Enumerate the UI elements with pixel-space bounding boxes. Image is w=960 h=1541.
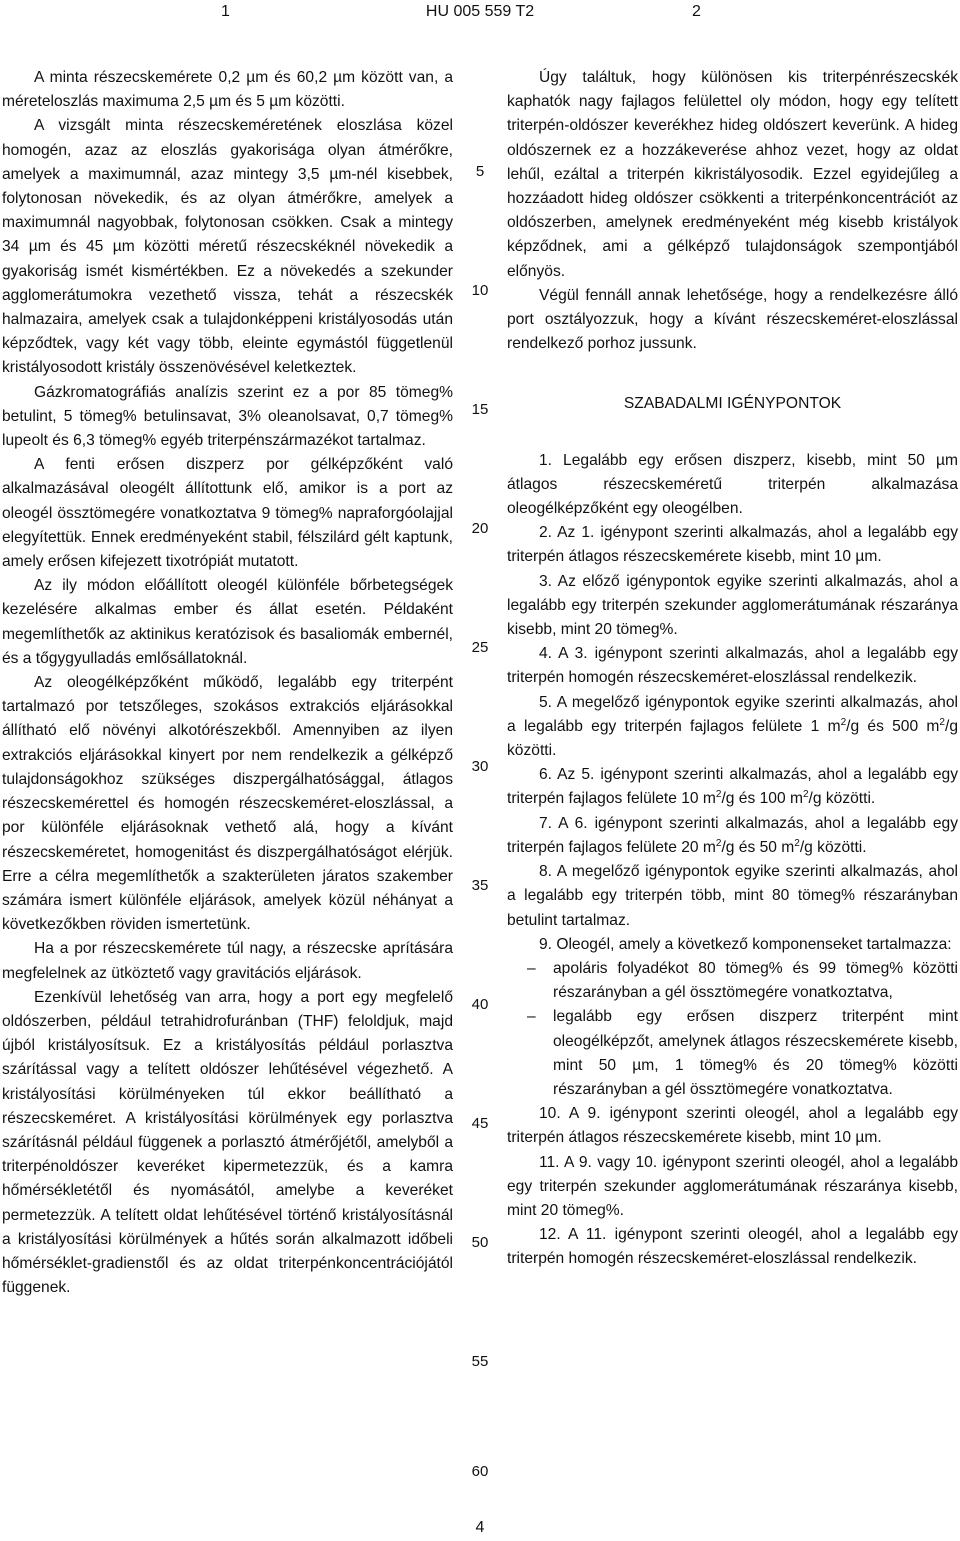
line-number-gutter <box>456 0 504 1541</box>
claim-11: 11. A 9. vagy 10. igénypont szerinti oleogél, ahol a legalább egy triterpén szekunder agglomerátumának részaránya kisebb, mint 20 tömeg%. <box>507 1153 958 1219</box>
superscript: 2 <box>715 837 722 849</box>
line-number: 45 <box>471 1115 489 1132</box>
line-number: 5 <box>475 163 485 180</box>
paragraph: Ezenkívül lehetőség van arra, hogy a port egy megfelelő oldószerben, például tetrahidrofuránban (THF) feloldjuk, majd újból kristályosítsuk. Ez a kristályosítás például porlasztva szárítással vagy a telített oldószer lehűtésével végezhető. A kristályosítási körülményeken túl ekkor beállítható a részecskeméret. A kristályosítási körülmények egy porlasztva szárításnál például függenek a porlasztó átmérőjétől, amelyből a triterpénoldószer keveréket kipermetezzük, és a kamra hőmérsékletétől és nyomásától, amelybe a keveréket permetezzük. A telített oldat lehűtésével történő kristályosításnál a kristályosítási körülmények a hűtés során alkalmazott időbeli hőmérséklet-gradienstől és az oldat triterpénkoncentrációjától függenek. <box>2 988 453 1297</box>
paragraph: Gázkromatográfiás analízis szerint ez a por 85 tömeg% betulint, 5 tömeg% betulinsavat, 3% oleanolsavat, 0,7 tömeg% lupeolt és 6,3 tömeg% egyéb triterpénszármazékot tartalmaz. <box>2 383 453 450</box>
header-page-left: 1 <box>221 3 230 20</box>
left-column <box>2 66 453 1300</box>
claim-1: 1. Legalább egy erősen diszperz, kisebb, mint 50 µm átlagos részecskeméretű triterpén alkalmazása oleogélképzőként egy oleogélben. <box>507 451 958 518</box>
line-number: 60 <box>471 1463 489 1480</box>
superscript: 2 <box>715 789 722 801</box>
claim-text: /g és 50 m <box>721 838 795 856</box>
paragraph: Végül fennáll annak lehetősége, hogy a rendelkezésre álló port osztályozzuk, hogy a kívánt részecskeméret-eloszlással rendelkező porhoz jussunk. <box>507 286 958 353</box>
claim-text: /g közötti. <box>507 717 958 760</box>
line-number: 40 <box>471 996 489 1013</box>
paragraph: A minta részecskemérete 0,2 µm és 60,2 µm között van, a méreteloszlás maximuma 2,5 µm és 5 µm közötti. <box>2 69 453 111</box>
header-page-right: 2 <box>692 3 701 20</box>
line-number: 35 <box>471 877 489 894</box>
paragraph: A vizsgált minta részecskeméretének eloszlása közel homogén, azaz az eloszlás gyakorisága olyan átmérőkre, amelyek a maximumnál, azaz mintegy 3,5 µm-nél kisebbek, folytonosan növekedik, és az olyan átmérőkre, amelyek a maximumnál nagyobbak, folytonosan csökken. Csak a mintegy 34 µm és 45 µm közötti méretű részecskéknél növekedik a gyakoriság ismét kismértékben. Ez a növekedés a szekunder agglomerátumokra vezethető vissza, tehát a részecskék halmazaira, amelyek csak a tulajdonképpeni kristályosodás után képződtek, vagy két vagy több, eleinte egymástól függetlenül kristályosodott kristály összenövésével keletkeztek. <box>2 117 453 377</box>
list-item: – apoláris folyadékot 80 tömeg% és 99 tömeg% közötti részarányban a gél össztömegére vonatkoztatva, <box>507 957 958 1005</box>
claim-2: 2. Az 1. igénypont szerinti alkalmazás, ahol a legalább egy triterpén átlagos részecskemérete kisebb, mint 10 µm. <box>507 524 958 566</box>
claims-heading: SZABADALMI IGÉNYPONTOK <box>623 395 842 413</box>
claim-text: /g közötti. <box>799 838 867 856</box>
superscript: 2 <box>939 716 945 728</box>
claim-5 <box>507 691 958 764</box>
paragraph: Ha a por részecskemérete túl nagy, a részecske aprítására megfelelnek az ütköztető vagy gravitációs eljárások. <box>2 940 453 982</box>
superscript: 2 <box>840 716 847 728</box>
paragraph: Az ily módon előállított oleogél különféle bőrbetegségek kezelésére alkalmas ember és állat esetén. Példaként megemlíthetők az aktinikus keratózisok és basaliomák embernél, és a tőgygyulladás emlősállatoknál. <box>2 577 453 667</box>
superscript: 2 <box>802 789 809 801</box>
line-number: 50 <box>471 1234 489 1251</box>
line-number: 10 <box>471 282 489 299</box>
claim-3: 3. Az előző igénypontok egyike szerinti alkalmazás, ahol a legalább egy triterpén szekunder agglomerátumának részaránya kisebb, mint 20 tömeg%. <box>507 572 958 639</box>
claim-text: /g közötti. <box>808 790 876 808</box>
line-number: 30 <box>471 758 489 775</box>
superscript: 2 <box>794 837 800 849</box>
claim-7 <box>507 812 958 860</box>
claim-text: 5. A megelőző igénypontok egyike szerinti alkalmazás, ahol a legalább egy triterpén fajlagos felülete 1 m <box>507 693 958 735</box>
claim-text: 6. Az 5. igénypont szerinti alkalmazás, ahol a legalább egy triterpén fajlagos felülete 10 m <box>507 766 958 808</box>
paragraph: A fenti erősen diszperz por gélképzőként való alkalmazásával oleogélt állítottunk elő, amikor is a port az oleogél össztömegére vonatkoztatva 9 tömeg% napraforgóolajjal elegyítettük. Ennek eredményeként stabil, félszilárd gélt kaptunk, amely erősen kifejezett tixotrópiát mutatott. <box>2 456 453 571</box>
claim-10: 10. A 9. igénypont szerinti oleogél, ahol a legalább egy triterpén átlagos részecskemérete kisebb, mint 10 µm. <box>507 1105 958 1147</box>
claim-text: /g és 100 m <box>721 790 803 808</box>
paragraph: Úgy találtuk, hogy különösen kis triterpénrészecskék kaphatók nagy fajlagos felülettel oly módon, hogy egy telített triterpén-oldószer keverékhez hideg oldószert keverünk. A hideg oldószernek ez a hozzákeverése ahhoz vezet, hogy az oldat lehűl, ezáltal a triterpén kikristályosodik. Ezzel egyidejűleg a hozzáadott hideg oldószer csökkenti a triterpénkoncentrációt az oldószerben, amelynek eredményeként még kisebb kristályok képződnek, ami a gélképző tulajdonságok szempontjából előnyös. <box>507 69 958 280</box>
line-number: 25 <box>471 639 489 656</box>
claim-9-list <box>507 957 958 1102</box>
claim-9: 9. Oleogél, amely a következő komponenseket tartalmazza: <box>539 935 952 953</box>
claim-8: 8. A megelőző igénypontok egyike szerinti alkalmazás, ahol a legalább egy triterpén több, mint 80 tömeg% részarányban betulint tartalmaz. <box>507 863 958 929</box>
claim-4: 4. A 3. igénypont szerinti alkalmazás, ahol a legalább egy triterpén homogén részecskeméret-eloszlással rendelkezik. <box>507 645 958 687</box>
line-number: 20 <box>471 520 489 537</box>
line-number: 15 <box>471 401 489 418</box>
claim-6 <box>507 763 958 811</box>
right-column <box>507 66 958 1272</box>
paragraph: Az oleogélképzőként működő, legalább egy triterpént tartalmazó por tetszőleges, szokásos extrakciós eljárásokkal állítható elő növényi alkotórészekből. Amennyiben az ilyen extrakciós eljárásokkal kinyert por nem rendelkezik a gélképző tulajdonságokhoz szükséges diszpergálhatósággal, átlagos részecskemérettel és homogén részecskeméret-eloszlással, a por különféle eljárásoknak vethető alá, hogy a kívánt részecskeméretet, homogenitást és diszpergálhatóságot elérjük. Erre a célra megemlíthetők a szakterületen járatos szakember számára ismert különféle eljárások, amelyek közül néhányat a következőkben röviden ismertetünk. <box>2 674 453 934</box>
list-item: – legalább egy erősen diszperz triterpént mint oleogélképzőt, amelynek átlagos részecskemérete kisebb, mint 50 µm, 1 tömeg% és 20 tömeg% közötti részarányban a gél össztömegére vonatkoztatva. <box>507 1005 958 1102</box>
claim-text: 7. A 6. igénypont szerinti alkalmazás, ahol a legalább egy triterpén fajlagos felülete 20 m <box>507 814 958 856</box>
claim-text: /g és 500 m <box>846 717 940 735</box>
footer-page-number: 4 <box>475 1519 485 1536</box>
claim-12: 12. A 11. igénypont szerinti oleogél, ahol a legalább egy triterpén homogén részecskeméret-eloszlással rendelkezik. <box>507 1226 958 1268</box>
header-doc-number: HU 005 559 T2 <box>425 3 535 20</box>
line-number: 55 <box>471 1353 489 1370</box>
